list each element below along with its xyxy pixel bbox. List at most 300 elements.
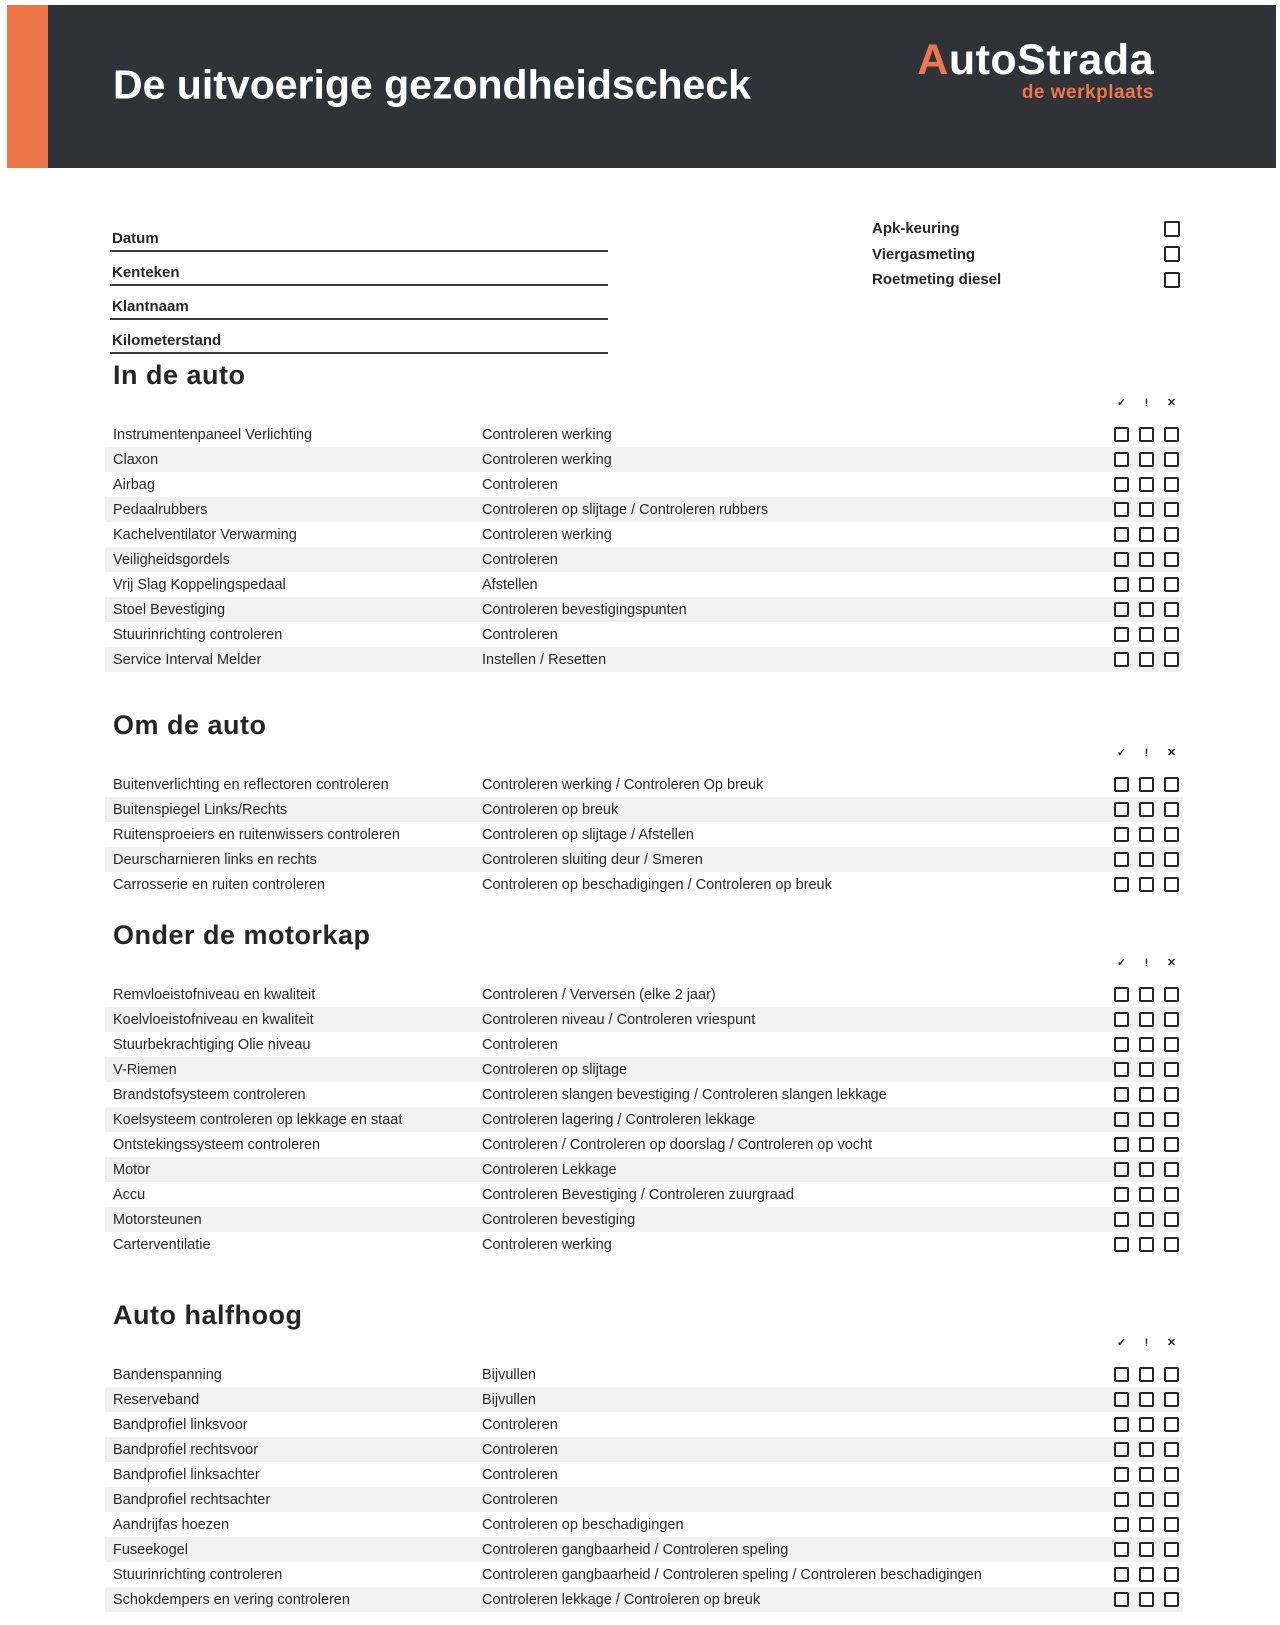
row-item-label: Motor: [113, 1161, 151, 1178]
checkbox-fail[interactable]: [1164, 527, 1179, 542]
table-row: [105, 522, 1183, 547]
checkbox-ok[interactable]: [1114, 1087, 1129, 1102]
row-item-label: Bandprofiel rechtsachter: [113, 1491, 271, 1508]
checkbox-attention[interactable]: [1139, 1392, 1154, 1407]
checkbox-fail[interactable]: [1164, 1087, 1179, 1102]
section-title: Onder de motorkap: [113, 920, 371, 950]
row-checkboxes: [1114, 1112, 1183, 1127]
checkbox-attention[interactable]: [1139, 1062, 1154, 1077]
row-checkboxes: [1114, 477, 1183, 492]
row-action-label: Controleren slangen bevestiging / Controleren slangen lekkage: [482, 1086, 887, 1103]
row-checkboxes: [1114, 1087, 1183, 1102]
checkbox-attention[interactable]: [1139, 1592, 1154, 1607]
row-item-label: Remvloeistofniveau en kwaliteit: [113, 986, 316, 1003]
form-fields: [110, 218, 608, 354]
checkbox-ok[interactable]: [1114, 1162, 1129, 1177]
checkbox-ok[interactable]: [1114, 987, 1129, 1002]
checkbox-attention[interactable]: [1139, 502, 1154, 517]
checkbox-attention[interactable]: [1139, 852, 1154, 867]
checkbox-attention[interactable]: [1139, 1012, 1154, 1027]
row-action-label: Controleren: [482, 476, 558, 493]
extra-check-label: Viergasmeting: [872, 245, 976, 263]
row-checkboxes: [1114, 1417, 1183, 1432]
form-field-line[interactable]: [110, 286, 608, 320]
row-checkboxes: [1114, 1592, 1183, 1607]
row-item-label: Stuurbekrachtiging Olie niveau: [113, 1036, 311, 1053]
page-title: De uitvoerige gezondheidscheck: [113, 61, 751, 108]
checkbox-ok[interactable]: [1114, 1137, 1129, 1152]
checkbox-fail[interactable]: [1164, 1417, 1179, 1432]
checkbox-fail[interactable]: [1164, 1492, 1179, 1507]
checkbox-ok[interactable]: [1114, 652, 1129, 667]
row-action-label: Controleren werking: [482, 526, 612, 543]
checkbox-attention[interactable]: [1139, 1467, 1154, 1482]
checkbox-fail[interactable]: [1164, 577, 1179, 592]
checkbox-attention[interactable]: [1139, 1492, 1154, 1507]
checkbox-ok[interactable]: [1114, 1062, 1129, 1077]
row-item-label: Carrosserie en ruiten controleren: [113, 876, 325, 893]
row-action-label: Controleren bevestiging: [482, 1211, 636, 1228]
checkbox-ok[interactable]: [1114, 452, 1129, 467]
checkbox-ok[interactable]: [1114, 602, 1129, 617]
autostrada-logo: [917, 36, 1154, 103]
checkbox-ok[interactable]: [1114, 627, 1129, 642]
table-row: [105, 597, 1183, 622]
row-item-label: Kachelventilator Verwarming: [113, 526, 297, 543]
table-row: [105, 1562, 1183, 1587]
checkbox-attention[interactable]: [1139, 1417, 1154, 1432]
extra-checks: [872, 216, 1180, 293]
checkbox-attention[interactable]: [1139, 802, 1154, 817]
row-action-label: Controleren gangbaarheid / Controleren speling / Controleren beschadigingen: [482, 1566, 982, 1583]
checkbox-attention[interactable]: [1139, 987, 1154, 1002]
checkbox-attention[interactable]: [1139, 652, 1154, 667]
row-action-label: Controleren werking / Controleren Op breuk: [482, 776, 764, 793]
checkbox-ok[interactable]: [1114, 827, 1129, 842]
checkbox-attention[interactable]: [1139, 627, 1154, 642]
checkbox-fail[interactable]: [1164, 452, 1179, 467]
checkbox-attention[interactable]: [1139, 1187, 1154, 1202]
checkbox-attention[interactable]: [1139, 452, 1154, 467]
fail-icon: ✕: [1166, 747, 1177, 759]
row-action-label: Controleren: [482, 1441, 558, 1458]
checkbox-fail[interactable]: [1164, 1162, 1179, 1177]
checkbox-fail[interactable]: [1164, 627, 1179, 642]
row-item-label: Koelsysteem controleren op lekkage en staat: [113, 1111, 403, 1128]
checkbox-fail[interactable]: [1164, 1012, 1179, 1027]
attention-icon: !: [1144, 1337, 1149, 1349]
fail-icon: ✕: [1166, 397, 1177, 409]
row-action-label: Controleren / Verversen (elke 2 jaar): [482, 986, 716, 1003]
checkbox-ok[interactable]: [1114, 1012, 1129, 1027]
form-field-line[interactable]: [110, 320, 608, 354]
logo-name-rest: utoStrada: [948, 36, 1154, 84]
row-item-label: Ontstekingssysteem controleren: [113, 1136, 321, 1153]
row-action-label: Bijvullen: [482, 1391, 536, 1408]
checkbox-attention[interactable]: [1139, 1517, 1154, 1532]
row-checkboxes: [1114, 1367, 1183, 1382]
table-row: [105, 872, 1183, 897]
fail-icon: ✕: [1166, 1337, 1177, 1349]
table-row: [105, 1362, 1183, 1387]
row-checkboxes: [1114, 1162, 1183, 1177]
row-action-label: Controleren werking: [482, 451, 612, 468]
checkbox-fail[interactable]: [1164, 1187, 1179, 1202]
table-row: [105, 1007, 1183, 1032]
table-row: [105, 472, 1183, 497]
checkbox-ok[interactable]: [1114, 877, 1129, 892]
checkbox-fail[interactable]: [1164, 1367, 1179, 1382]
attention-icon: !: [1144, 957, 1149, 969]
checkbox-ok[interactable]: [1114, 1187, 1129, 1202]
checkbox-ok[interactable]: [1114, 1392, 1129, 1407]
form-field-line[interactable]: [110, 252, 608, 286]
checkbox-fail[interactable]: [1164, 552, 1179, 567]
row-item-label: Stuurinrichting controleren: [113, 626, 283, 643]
row-checkboxes: [1114, 1567, 1183, 1582]
row-action-label: Bijvullen: [482, 1366, 536, 1383]
row-checkboxes: [1114, 987, 1183, 1002]
checkbox-attention[interactable]: [1139, 477, 1154, 492]
row-checkboxes: [1114, 1237, 1183, 1252]
checkbox-attention[interactable]: [1139, 1542, 1154, 1557]
checkbox-fail[interactable]: [1164, 427, 1179, 442]
row-action-label: Controleren: [482, 551, 558, 568]
row-item-label: Airbag: [113, 476, 155, 493]
table-row: [105, 1462, 1183, 1487]
status-column-icons: [105, 746, 1183, 760]
checkbox-ok[interactable]: [1114, 527, 1129, 542]
table-row: [105, 422, 1183, 447]
row-item-label: Buitenverlichting en reflectoren controleren: [113, 776, 389, 793]
row-checkboxes: [1114, 1012, 1183, 1027]
checkbox-ok[interactable]: [1114, 802, 1129, 817]
accent-stripe: [7, 5, 48, 168]
status-column-icons: [105, 1336, 1183, 1350]
table-row: [105, 1412, 1183, 1437]
row-action-label: Controleren sluiting deur / Smeren: [482, 851, 703, 868]
row-checkboxes: [1114, 827, 1183, 842]
row-item-label: V-Riemen: [113, 1061, 177, 1078]
checkbox-attention[interactable]: [1139, 1212, 1154, 1227]
table-row: [105, 772, 1183, 797]
form-field-label: Datum: [112, 230, 159, 247]
table-row: [105, 1512, 1183, 1537]
checklist-section: [105, 918, 1183, 1257]
ok-icon: ✓: [1116, 957, 1127, 969]
attention-icon: !: [1144, 397, 1149, 409]
checkbox-attention[interactable]: [1139, 877, 1154, 892]
checkbox-fail[interactable]: [1164, 1592, 1179, 1607]
row-action-label: Controleren werking: [482, 1236, 612, 1253]
table-row: [105, 497, 1183, 522]
checklist-section: [105, 708, 1183, 897]
extra-check-row: [872, 267, 1180, 293]
row-item-label: Bandprofiel rechtsvoor: [113, 1441, 259, 1458]
checkbox-ok[interactable]: [1114, 1442, 1129, 1457]
checkbox-attention[interactable]: [1139, 1367, 1154, 1382]
checkbox-fail[interactable]: [1164, 1567, 1179, 1582]
row-action-label: Controleren lekkage / Controleren op breuk: [482, 1591, 761, 1608]
checkbox-attention[interactable]: [1139, 827, 1154, 842]
table-row: [105, 1487, 1183, 1512]
checkbox-fail[interactable]: [1164, 1237, 1179, 1252]
checkbox-fail[interactable]: [1164, 1037, 1179, 1052]
checkbox-ok[interactable]: [1114, 852, 1129, 867]
checkbox-attention[interactable]: [1139, 1087, 1154, 1102]
checkbox-fail[interactable]: [1164, 1062, 1179, 1077]
row-item-label: Bandprofiel linksachter: [113, 1466, 260, 1483]
section-title: Om de auto: [113, 710, 267, 740]
row-item-label: Fuseekogel: [113, 1541, 188, 1558]
row-action-label: Controleren: [482, 1036, 558, 1053]
row-item-label: Stoel Bevestiging: [113, 601, 226, 618]
row-action-label: Controleren op slijtage / Afstellen: [482, 826, 694, 843]
row-checkboxes: [1114, 852, 1183, 867]
checkbox-ok[interactable]: [1114, 1417, 1129, 1432]
row-checkboxes: [1114, 527, 1183, 542]
row-checkboxes: [1114, 1442, 1183, 1457]
row-action-label: Controleren Lekkage: [482, 1161, 617, 1178]
row-action-label: Controleren op beschadigingen: [482, 1516, 684, 1533]
row-checkboxes: [1114, 427, 1183, 442]
checkbox[interactable]: [1164, 272, 1180, 288]
row-action-label: Controleren lagering / Controleren lekkage: [482, 1111, 756, 1128]
row-checkboxes: [1114, 552, 1183, 567]
logo-tagline: de werkplaats: [1021, 82, 1154, 103]
checkbox-fail[interactable]: [1164, 1442, 1179, 1457]
checkbox-fail[interactable]: [1164, 852, 1179, 867]
checklist-section: [105, 358, 1183, 672]
checkbox-fail[interactable]: [1164, 502, 1179, 517]
checkbox-fail[interactable]: [1164, 1467, 1179, 1482]
checkbox[interactable]: [1164, 221, 1180, 237]
row-checkboxes: [1114, 777, 1183, 792]
checkbox-ok[interactable]: [1114, 777, 1129, 792]
row-action-label: Controleren: [482, 626, 558, 643]
checkbox-ok[interactable]: [1114, 1467, 1129, 1482]
extra-check-label: Apk-keuring: [872, 220, 960, 238]
row-action-label: Controleren bevestigingspunten: [482, 601, 687, 618]
checkbox-ok[interactable]: [1114, 1592, 1129, 1607]
row-checkboxes: [1114, 627, 1183, 642]
row-item-label: Bandenspanning: [113, 1366, 222, 1383]
row-action-label: Controleren: [482, 1466, 558, 1483]
row-action-label: Controleren op slijtage: [482, 1061, 628, 1078]
table-row: [105, 1057, 1183, 1082]
row-action-label: Controleren niveau / Controleren vriespunt: [482, 1011, 756, 1028]
checkbox-ok[interactable]: [1114, 477, 1129, 492]
checkbox-ok[interactable]: [1114, 1237, 1129, 1252]
checkbox-fail[interactable]: [1164, 1137, 1179, 1152]
header-bar: [48, 5, 1276, 168]
table-row: [105, 797, 1183, 822]
checkbox-fail[interactable]: [1164, 602, 1179, 617]
checkbox-ok[interactable]: [1114, 1212, 1129, 1227]
row-action-label: Controleren: [482, 1491, 558, 1508]
row-checkboxes: [1114, 577, 1183, 592]
row-action-label: Controleren op slijtage / Controleren rubbers: [482, 501, 769, 518]
table-row: [105, 1387, 1183, 1412]
checkbox-ok[interactable]: [1114, 502, 1129, 517]
form-field-label: Klantnaam: [112, 298, 189, 315]
row-action-label: Controleren Bevestiging / Controleren zuurgraad: [482, 1186, 794, 1203]
checkbox-fail[interactable]: [1164, 1517, 1179, 1532]
checkbox-attention[interactable]: [1139, 1237, 1154, 1252]
checkbox-fail[interactable]: [1164, 877, 1179, 892]
table-row: [105, 1132, 1183, 1157]
checkbox-fail[interactable]: [1164, 777, 1179, 792]
row-item-label: Claxon: [113, 451, 159, 468]
checkbox-ok[interactable]: [1114, 1037, 1129, 1052]
table-row: [105, 822, 1183, 847]
checkbox-ok[interactable]: [1114, 1542, 1129, 1557]
row-checkboxes: [1114, 1467, 1183, 1482]
table-row: [105, 622, 1183, 647]
table-row: [105, 1107, 1183, 1132]
section-rows: [105, 1362, 1183, 1612]
page-header: [7, 5, 1276, 168]
row-action-label: Controleren op breuk: [482, 801, 619, 818]
row-item-label: Bandprofiel linksvoor: [113, 1416, 248, 1433]
checkbox-fail[interactable]: [1164, 1212, 1179, 1227]
extra-check-row: [872, 216, 1180, 242]
checkbox-attention[interactable]: [1139, 552, 1154, 567]
table-row: [105, 847, 1183, 872]
status-column-icons: [105, 956, 1183, 970]
checkbox-attention[interactable]: [1139, 577, 1154, 592]
section-rows: [105, 982, 1183, 1257]
ok-icon: ✓: [1116, 747, 1127, 759]
table-row: [105, 547, 1183, 572]
checkbox-ok[interactable]: [1114, 1517, 1129, 1532]
row-checkboxes: [1114, 1492, 1183, 1507]
row-action-label: Controleren werking: [482, 426, 612, 443]
table-row: [105, 1032, 1183, 1057]
checkbox-ok[interactable]: [1114, 577, 1129, 592]
row-checkboxes: [1114, 877, 1183, 892]
checkbox-fail[interactable]: [1164, 652, 1179, 667]
row-item-label: Buitenspiegel Links/Rechts: [113, 801, 288, 818]
checkbox-attention[interactable]: [1139, 777, 1154, 792]
row-checkboxes: [1114, 802, 1183, 817]
fail-icon: ✕: [1166, 957, 1177, 969]
row-item-label: Schokdempers en vering controleren: [113, 1591, 350, 1608]
checkbox-attention[interactable]: [1139, 1112, 1154, 1127]
checkbox-attention[interactable]: [1139, 1567, 1154, 1582]
form-field-label: Kenteken: [112, 264, 180, 281]
checkbox-attention[interactable]: [1139, 427, 1154, 442]
row-item-label: Aandrijfas hoezen: [113, 1516, 230, 1533]
checkbox-ok[interactable]: [1114, 427, 1129, 442]
checkbox-ok[interactable]: [1114, 1367, 1129, 1382]
section-title: In de auto: [113, 360, 246, 390]
row-action-label: Controleren op beschadigingen / Controleren op breuk: [482, 876, 832, 893]
section-title: Auto halfhoog: [113, 1300, 303, 1330]
table-row: [105, 447, 1183, 472]
checkbox-fail[interactable]: [1164, 1392, 1179, 1407]
row-checkboxes: [1114, 602, 1183, 617]
table-row: [105, 1437, 1183, 1462]
row-action-label: Controleren / Controleren op doorslag / Controleren op vocht: [482, 1136, 873, 1153]
checkbox-attention[interactable]: [1139, 602, 1154, 617]
table-row: [105, 647, 1183, 672]
checklist-section: [105, 1298, 1183, 1612]
row-item-label: Motorsteunen: [113, 1211, 202, 1228]
row-item-label: Carterventilatie: [113, 1236, 211, 1253]
checkbox-fail[interactable]: [1164, 477, 1179, 492]
row-checkboxes: [1114, 1137, 1183, 1152]
row-item-label: Deurscharnieren links en rechts: [113, 851, 317, 868]
extra-check-row: [872, 242, 1180, 268]
table-row: [105, 1587, 1183, 1612]
checkbox-attention[interactable]: [1139, 527, 1154, 542]
table-row: [105, 1232, 1183, 1257]
checkbox[interactable]: [1164, 246, 1180, 262]
table-row: [105, 1157, 1183, 1182]
checkbox-ok[interactable]: [1114, 552, 1129, 567]
row-checkboxes: [1114, 1212, 1183, 1227]
row-item-label: Instrumentenpaneel Verlichting: [113, 426, 313, 443]
row-checkboxes: [1114, 1187, 1183, 1202]
logo-accent-letter: A: [917, 36, 949, 84]
table-row: [105, 1537, 1183, 1562]
checkbox-attention[interactable]: [1139, 1037, 1154, 1052]
section-rows: [105, 422, 1183, 672]
section-rows: [105, 772, 1183, 897]
table-row: [105, 1207, 1183, 1232]
checkbox-fail[interactable]: [1164, 1112, 1179, 1127]
row-checkboxes: [1114, 1037, 1183, 1052]
checkbox-attention[interactable]: [1139, 1162, 1154, 1177]
table-row: [105, 1182, 1183, 1207]
checkbox-ok[interactable]: [1114, 1567, 1129, 1582]
row-action-label: Instellen / Resetten: [482, 651, 607, 668]
ok-icon: ✓: [1116, 397, 1127, 409]
checkbox-ok[interactable]: [1114, 1112, 1129, 1127]
row-action-label: Afstellen: [482, 576, 538, 593]
row-item-label: Accu: [113, 1186, 146, 1203]
row-checkboxes: [1114, 1542, 1183, 1557]
checkbox-attention[interactable]: [1139, 1137, 1154, 1152]
checkbox-fail[interactable]: [1164, 802, 1179, 817]
row-checkboxes: [1114, 1062, 1183, 1077]
checkbox-fail[interactable]: [1164, 1542, 1179, 1557]
checkbox-ok[interactable]: [1114, 1492, 1129, 1507]
row-item-label: Koelvloeistofniveau en kwaliteit: [113, 1011, 314, 1028]
table-row: [105, 1082, 1183, 1107]
row-item-label: Service Interval Melder: [113, 651, 262, 668]
attention-icon: !: [1144, 747, 1149, 759]
row-action-label: Controleren gangbaarheid / Controleren speling: [482, 1541, 789, 1558]
row-item-label: Veiligheidsgordels: [113, 551, 230, 568]
checkbox-fail[interactable]: [1164, 827, 1179, 842]
row-item-label: Pedaalrubbers: [113, 501, 208, 518]
row-checkboxes: [1114, 452, 1183, 467]
row-checkboxes: [1114, 502, 1183, 517]
row-action-label: Controleren: [482, 1416, 558, 1433]
checkbox-attention[interactable]: [1139, 1442, 1154, 1457]
row-checkboxes: [1114, 652, 1183, 667]
row-item-label: Brandstofsysteem controleren: [113, 1086, 306, 1103]
checkbox-fail[interactable]: [1164, 987, 1179, 1002]
row-item-label: Stuurinrichting controleren: [113, 1566, 283, 1583]
status-column-icons: [105, 396, 1183, 410]
ok-icon: ✓: [1116, 1337, 1127, 1349]
extra-check-label: Roetmeting diesel: [872, 271, 1002, 289]
form-field-line[interactable]: [110, 218, 608, 252]
row-item-label: Reserveband: [113, 1391, 200, 1408]
